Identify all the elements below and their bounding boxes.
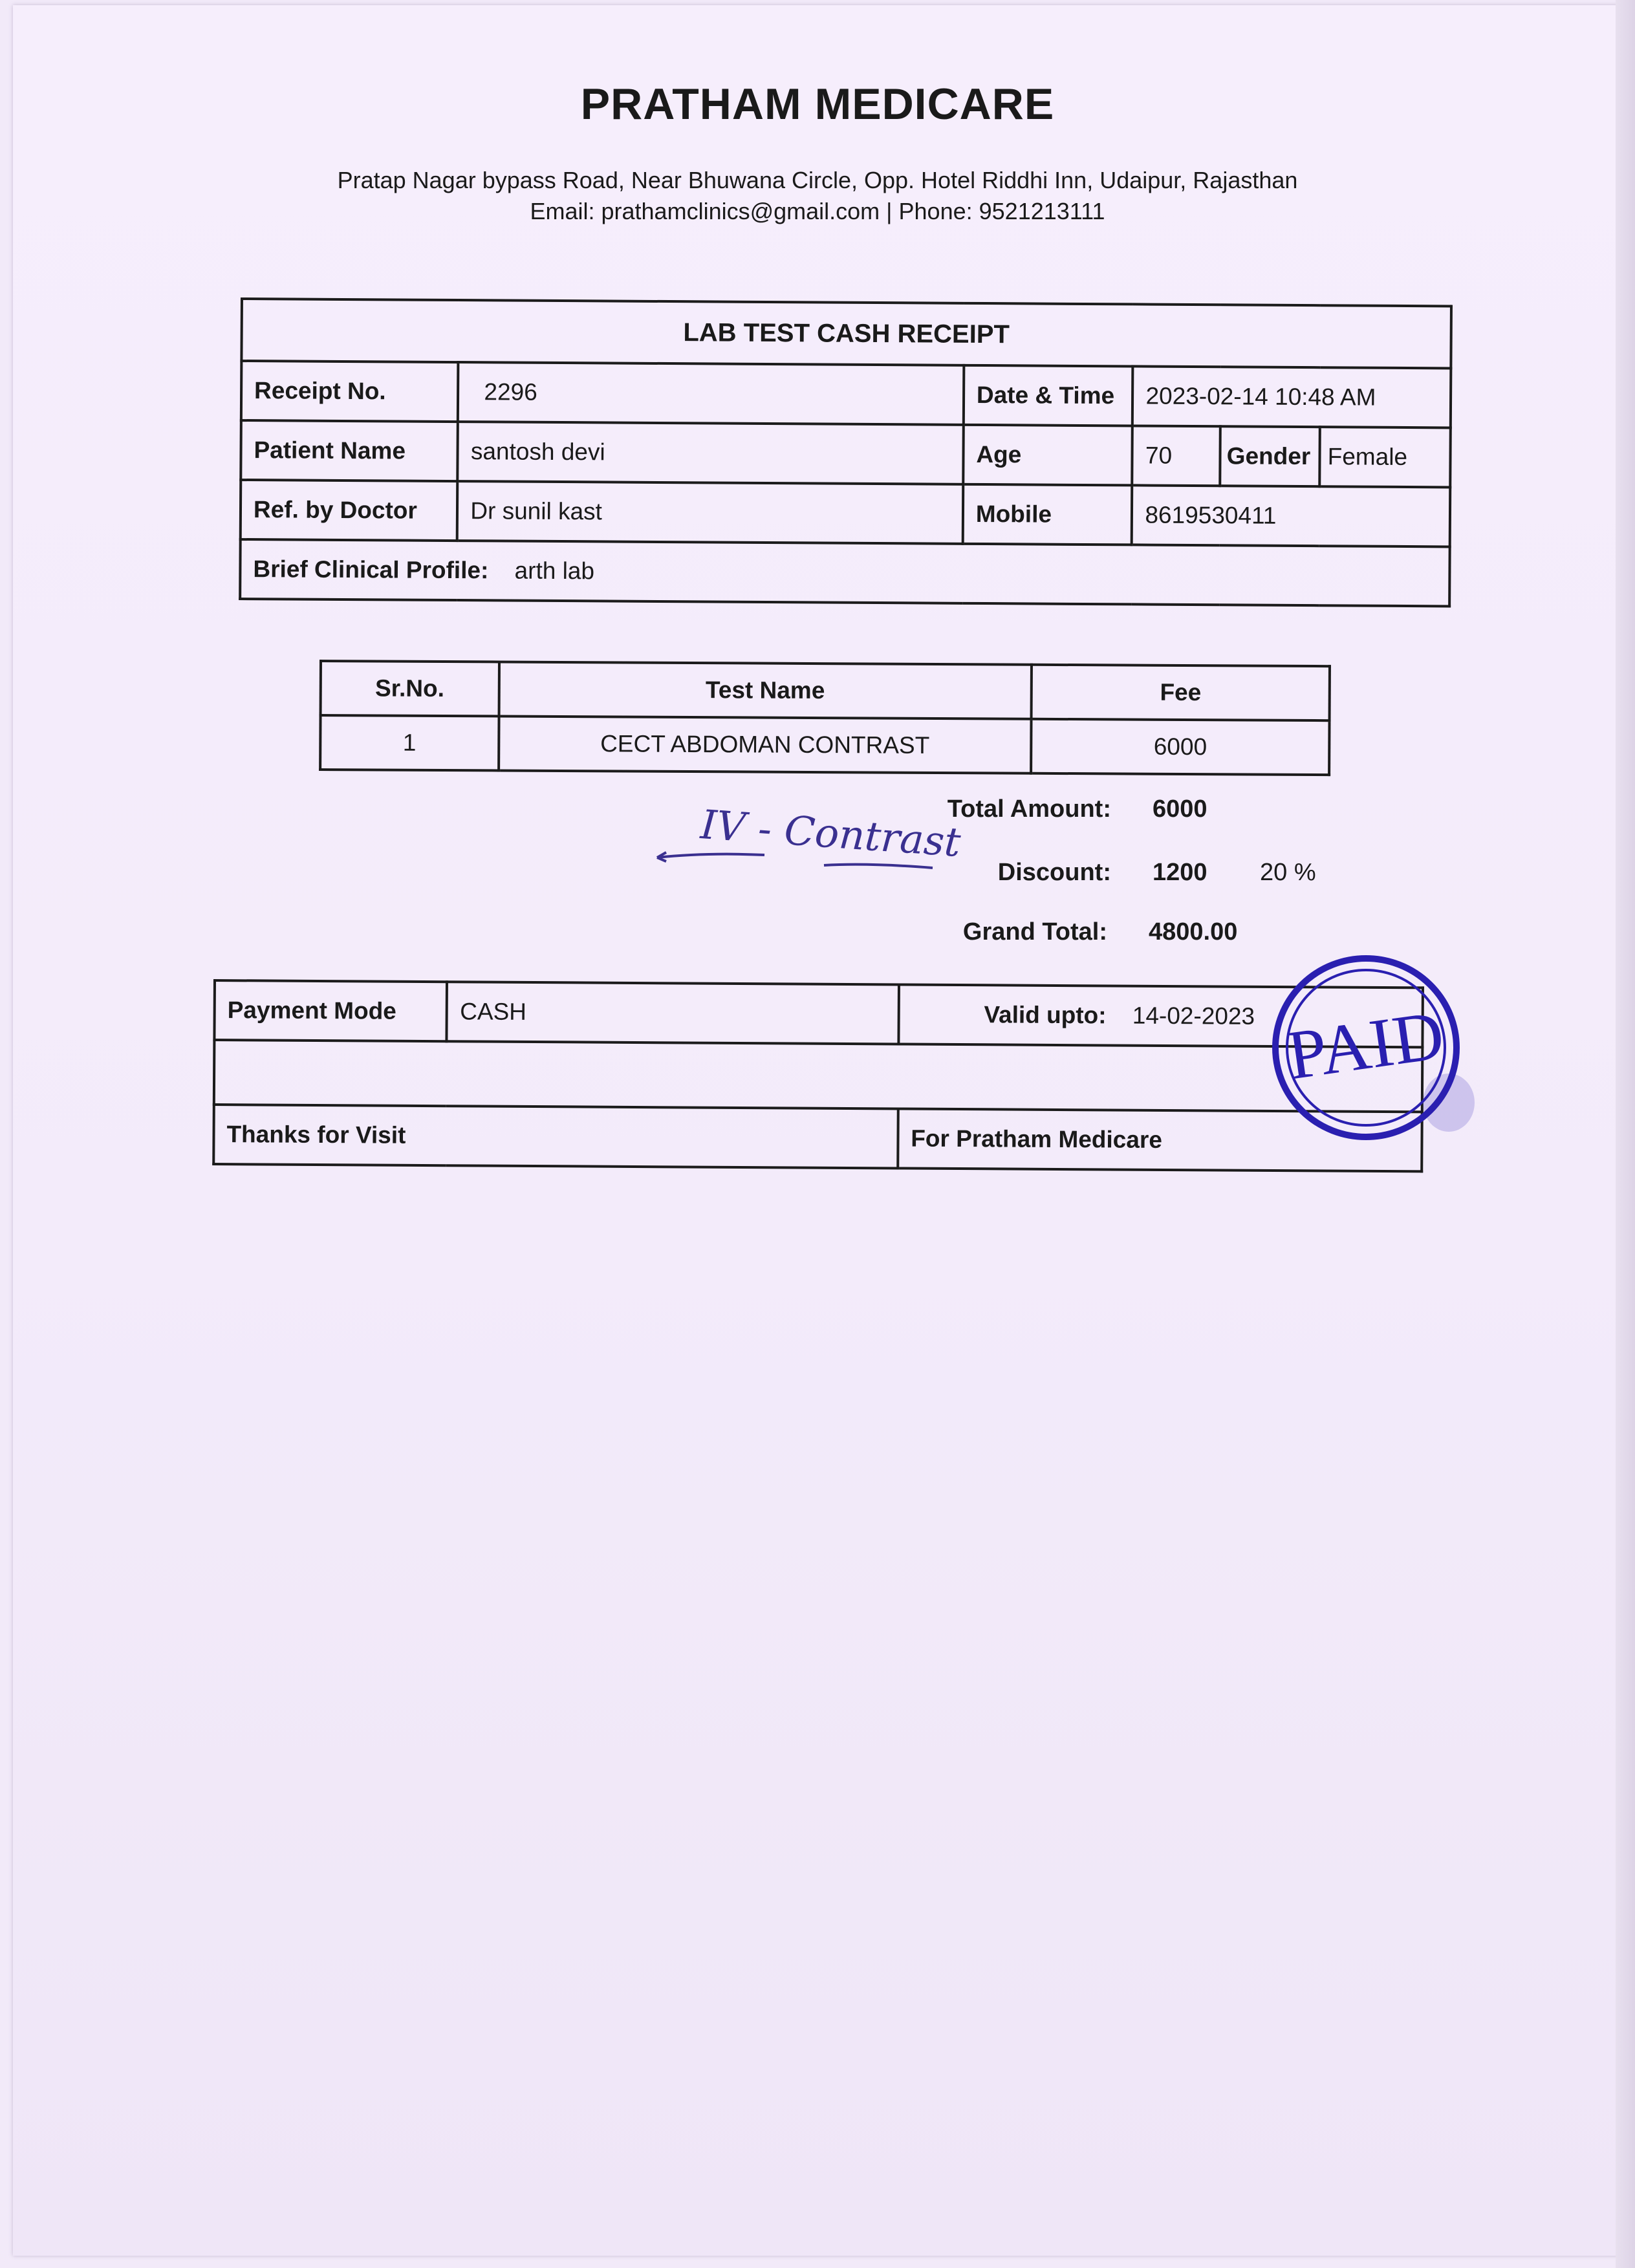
total-amount-value: 6000 [1153,795,1207,823]
thanks-text: Thanks for Visit [213,1105,898,1168]
clinic-name: PRATHAM MEDICARE [580,80,1055,129]
patient-info-table [239,297,1453,607]
age-value: 70 [1132,426,1220,486]
patient-name-label: Patient Name [241,420,458,481]
grand-total-label: Grand Total: [962,918,1107,945]
page-edge [1616,0,1635,2268]
receipt-no-label: Receipt No. [241,361,459,422]
mobile-label: Mobile [963,484,1132,545]
valid-upto-value: 14-02-2023 [1132,1002,1255,1030]
col-header-test-name: Test Name [499,662,1032,718]
col-header-srno: Sr.No. [321,661,499,716]
clinic-address: Pratap Nagar bypass Road, Near Bhuwana Circle, Opp. Hotel Riddhi Inn, Udaipur, Rajasthan [337,167,1298,193]
datetime-value: 2023-02-14 10:48 AM [1132,366,1451,427]
blank-row [214,1040,1423,1112]
paid-stamp [1269,951,1463,1145]
discount-value: 1200 [1153,859,1207,886]
stamp-text: PAID [1283,996,1449,1095]
doctor-label: Ref. by Doctor [241,480,458,541]
discount-label: Discount: [997,859,1111,886]
payment-table [212,979,1424,1172]
discount-percent: 20 % [1260,859,1316,886]
gender-value: Female [1319,427,1450,487]
handwritten-note-text: IV - Contrast [698,801,962,867]
tests-table [319,660,1331,776]
col-header-fee: Fee [1032,665,1330,720]
clinic-contact: Email: prathamclinics@gmail.com | Phone: 9521213111 [530,198,1105,224]
gender-label: Gender [1220,426,1320,486]
total-amount-label: Total Amount: [947,795,1111,823]
age-label: Age [963,425,1132,486]
receipt-caption: LAB TEST CASH RECEIPT [241,299,1451,368]
test-fee: 6000 [1031,719,1329,775]
table-row [320,715,1329,775]
test-name: CECT ABDOMAN CONTRAST [499,716,1032,773]
clinical-profile-value: arth lab [514,557,595,585]
signatory-text: For Pratham Medicare [898,1108,1422,1171]
test-srno: 1 [320,715,499,770]
clinical-profile-label: Brief Clinical Profile: [253,556,489,584]
datetime-label: Date & Time [964,365,1133,426]
patient-name-value: santosh devi [458,422,964,484]
payment-mode-label: Payment Mode [214,980,447,1041]
valid-upto-label: Valid upto: [984,1001,1107,1029]
grand-total-value: 4800.00 [1149,918,1238,945]
handwritten-note [655,788,991,885]
payment-mode-value: CASH [447,982,899,1044]
note-underline-2 [824,865,933,868]
doctor-value: Dr sunil kast [457,481,963,544]
note-underline [657,854,764,858]
receipt-no-value: 2296 [458,362,964,425]
mobile-value: 8619530411 [1132,485,1450,546]
